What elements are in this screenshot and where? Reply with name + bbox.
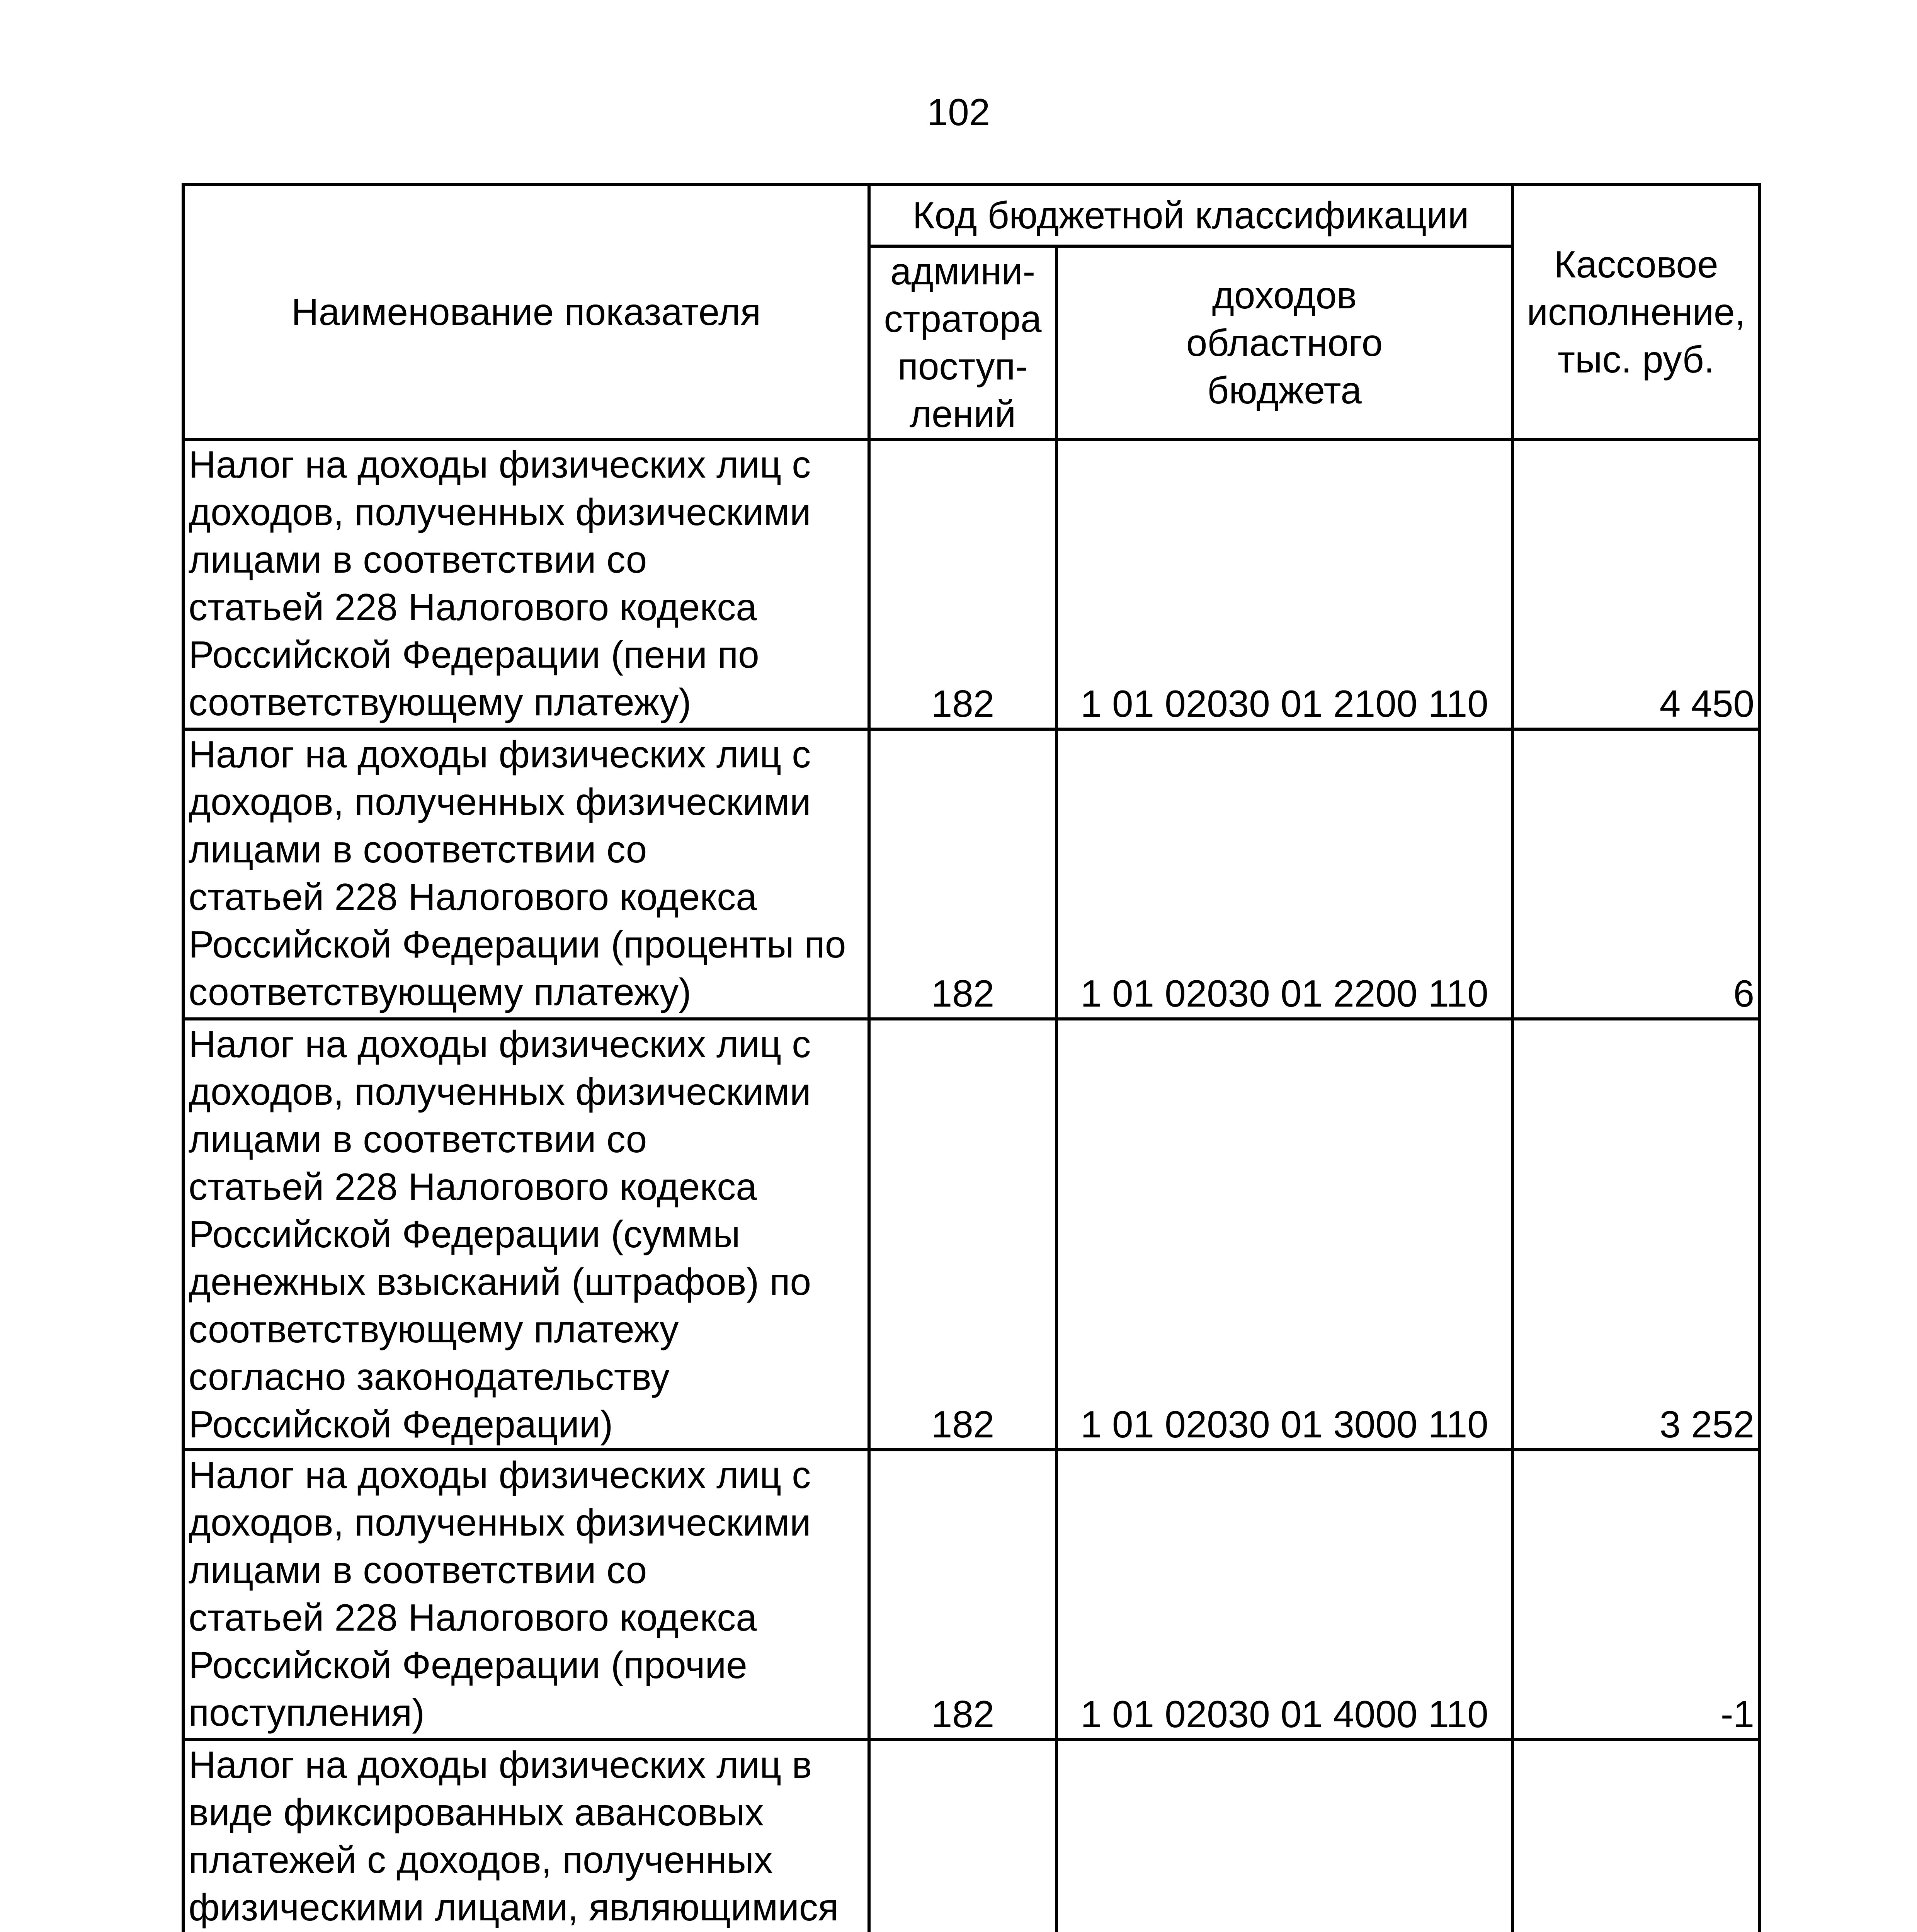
admin-code: 182 — [869, 1019, 1056, 1450]
table-row — [183, 1740, 1760, 1932]
header-row — [183, 184, 1760, 246]
admin-code: 182 — [869, 1450, 1056, 1740]
budget-code: 1 01 02030 01 4000 110 — [1056, 1450, 1512, 1740]
execution-amount: 4 450 — [1512, 439, 1760, 729]
budget-code: 1 01 02030 01 3000 110 — [1056, 1019, 1512, 1450]
budget-table — [182, 183, 1761, 1932]
admin-code — [869, 1740, 1056, 1932]
indicator-name: Налог на доходы физических лиц с доходов, полученных физическими лицами в соответствии со статьей 228 Налогового кодекса Российской Федерации (суммы денежных взысканий (штрафов) по соответствующему платежу согласно законодательству Российской Федерации) — [183, 1019, 869, 1450]
execution-amount: -1 — [1512, 1450, 1760, 1740]
admin-code: 182 — [869, 439, 1056, 729]
table-row — [183, 729, 1760, 1019]
execution-amount — [1512, 1740, 1760, 1932]
execution-amount: 6 — [1512, 729, 1760, 1019]
indicator-name: Налог на доходы физических лиц с доходов, полученных физическими лицами в соответствии со статьей 228 Налогового кодекса Российской Федерации (прочие поступления) — [183, 1450, 869, 1740]
indicator-name: Налог на доходы физических лиц с доходов, полученных физическими лицами в соответствии со статьей 228 Налогового кодекса Российской Федерации (проценты по соответствующему платежу) — [183, 729, 869, 1019]
budget-code — [1056, 1740, 1512, 1932]
header-code-group: Код бюджетной классификации — [869, 184, 1512, 246]
page-number: 102 — [927, 91, 990, 133]
table-row — [183, 1450, 1760, 1740]
header-amount: Кассовое исполнение, тыс. руб. — [1512, 184, 1760, 439]
header-name: Наименование показателя — [183, 184, 869, 439]
indicator-name: Налог на доходы физических лиц в виде фиксированных авансовых платежей с доходов, полученных физическими лицами, являющимися — [183, 1740, 869, 1932]
budget-code: 1 01 02030 01 2100 110 — [1056, 439, 1512, 729]
header-income-code: доходов областного бюджета — [1056, 246, 1512, 439]
indicator-name: Налог на доходы физических лиц с доходов, полученных физическими лицами в соответствии со статьей 228 Налогового кодекса Российской Федерации (пени по соответствующему платежу) — [183, 439, 869, 729]
admin-code: 182 — [869, 729, 1056, 1019]
table-row — [183, 439, 1760, 729]
execution-amount: 3 252 — [1512, 1019, 1760, 1450]
header-admin: админи- стратора поступ- лений — [869, 246, 1056, 439]
budget-code: 1 01 02030 01 2200 110 — [1056, 729, 1512, 1019]
table-row — [183, 1019, 1760, 1450]
